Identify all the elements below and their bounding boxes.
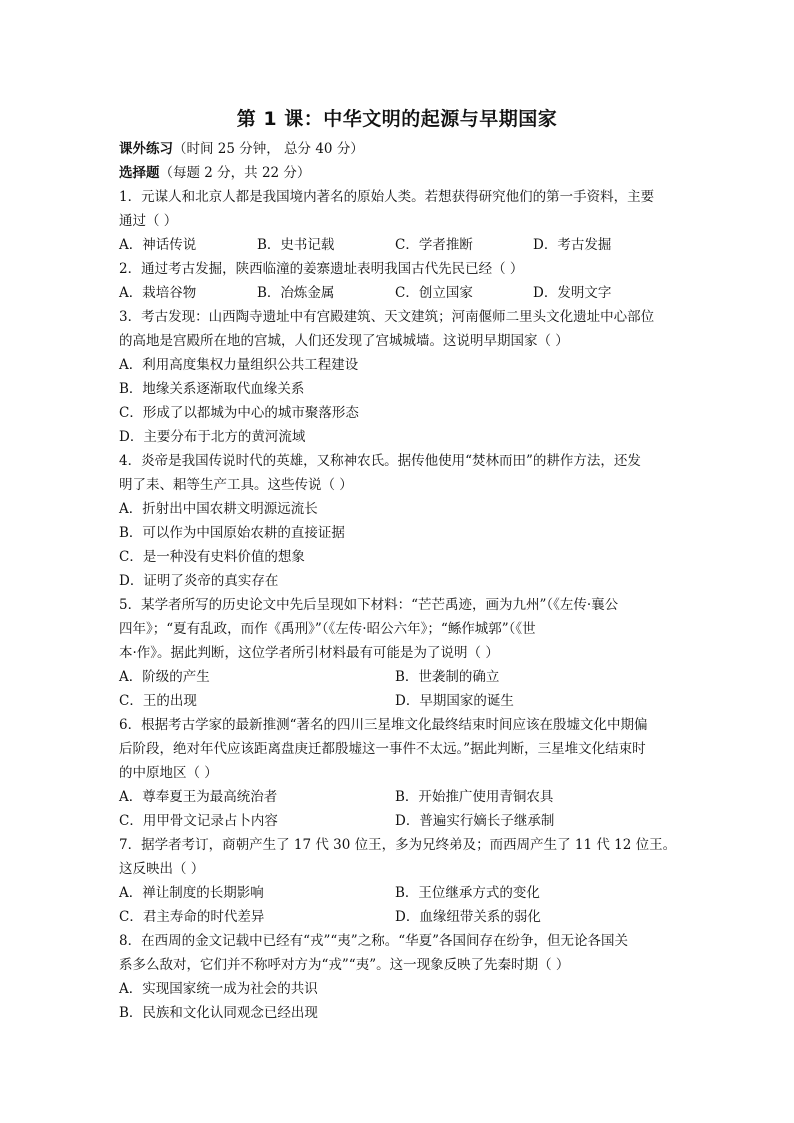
question-1-option-b[interactable]: B．史书记载 bbox=[257, 237, 335, 253]
question-2-option-a[interactable]: A．栽培谷物 bbox=[119, 285, 197, 301]
question-4-option-c[interactable]: C．是一种没有史料价值的想象 bbox=[119, 549, 305, 565]
question-1-stem-line-2: 通过（ ） bbox=[119, 213, 178, 229]
question-3-option-a[interactable]: A．利用高度集权力量组织公共工程建设 bbox=[119, 357, 359, 373]
question-6-stem-line-2: 后阶段，绝对年代应该距离盘庚迁都殷墟这一事件不太远。”据此判断，三星堆文化结束时 bbox=[119, 741, 646, 757]
question-3-option-d[interactable]: D．主要分布于北方的黄河流域 bbox=[119, 429, 306, 445]
question-3-option-b[interactable]: B．地缘关系逐渐取代血缘关系 bbox=[119, 381, 305, 397]
question-8-stem-line-2: 系多么敌对，它们并不称呼对方为“戎”“夷”。这一现象反映了先秦时期（ ） bbox=[119, 957, 570, 973]
question-5-stem-line-1: 5．某学者所写的历史论文中先后呈现如下材料：“芒芒禹迹，画为九州”（《左传·襄公 bbox=[119, 597, 619, 613]
question-5-option-b[interactable]: B．世袭制的确立 bbox=[395, 669, 500, 685]
question-4-option-d[interactable]: D．证明了炎帝的真实存在 bbox=[119, 573, 279, 589]
question-7-option-d[interactable]: D．血缘纽带关系的弱化 bbox=[395, 909, 541, 925]
practice-info: （时间 25 分钟， 总分 40 分） bbox=[173, 141, 364, 157]
question-5-stem-line-2: 四年》；“夏有乱政，而作《禹刑》”（《左传·昭公六年》；“鲧作城郭”（《世 bbox=[119, 621, 536, 637]
question-4-stem-line-1: 4．炎帝是我国传说时代的英雄，又称神农氏。据传他使用“焚林而田”的耕作方法，还发 bbox=[119, 453, 641, 469]
question-7-option-a[interactable]: A．禅让制度的长期影响 bbox=[119, 885, 264, 901]
section-header bbox=[119, 164, 310, 182]
question-7-stem-line-2: 这反映出（ ） bbox=[119, 861, 205, 877]
question-4-stem-line-2: 明了耒、耜等生产工具。这些传说（ ） bbox=[119, 477, 353, 493]
question-5-option-d[interactable]: D．早期国家的诞生 bbox=[395, 693, 514, 709]
question-6-option-c[interactable]: C．用甲骨文记录占卜内容 bbox=[119, 813, 278, 829]
question-5-option-a[interactable]: A．阶级的产生 bbox=[119, 669, 210, 685]
question-2-option-d[interactable]: D．发明文字 bbox=[533, 285, 612, 301]
question-7-option-b[interactable]: B．王位继承方式的变化 bbox=[395, 885, 540, 901]
question-6-stem-line-1: 6．根据考古学家的最新推测“著名的四川三星堆文化最终结束时间应该在殷墟文化中期偏 bbox=[119, 717, 648, 733]
question-8-option-a[interactable]: A．实现国家统一成为社会的共识 bbox=[119, 981, 318, 997]
practice-header bbox=[119, 140, 364, 158]
question-8-option-b[interactable]: B．民族和文化认同观念已经出现 bbox=[119, 1005, 318, 1021]
question-1-option-c[interactable]: C．学者推断 bbox=[395, 237, 473, 253]
question-6-stem-line-3: 的中原地区（ ） bbox=[119, 765, 218, 781]
question-5-option-c[interactable]: C．王的出现 bbox=[119, 693, 197, 709]
question-6-option-b[interactable]: B．开始推广使用青铜农具 bbox=[395, 789, 554, 805]
question-1-option-d[interactable]: D．考古发掘 bbox=[533, 237, 612, 253]
question-4-option-a[interactable]: A．折射出中国农耕文明源远流长 bbox=[119, 501, 318, 517]
question-6-option-a[interactable]: A．尊奉夏王为最高统治者 bbox=[119, 789, 278, 805]
question-7-option-c[interactable]: C．君主寿命的时代差异 bbox=[119, 909, 265, 925]
question-2-stem-line-1: 2．通过考古发掘，陕西临潼的姜寨遗址表明我国古代先民已经（ ） bbox=[119, 261, 524, 277]
question-3-stem-line-1: 3．考古发现：山西陶寺遗址中有宫殿建筑、天文建筑；河南偃师二里头文化遗址中心部位 bbox=[119, 309, 655, 325]
question-7-stem-line-1: 7．据学者考订，商朝产生了 17 代 30 位王，多为兄终弟及；而西周产生了 11 代 12 位王。 bbox=[119, 837, 677, 853]
section-info: （每题 2 分，共 22 分） bbox=[159, 165, 311, 181]
section-label: 选择题 bbox=[119, 165, 160, 181]
practice-label: 课外练习 bbox=[119, 141, 173, 157]
question-1-option-a[interactable]: A．神话传说 bbox=[119, 237, 197, 253]
question-3-stem-line-2: 的高地是宫殿所在地的宫城，人们还发现了宫城城墙。这说明早期国家（ ） bbox=[119, 333, 569, 349]
question-4-option-b[interactable]: B．可以作为中国原始农耕的直接证据 bbox=[119, 525, 345, 541]
question-2-option-c[interactable]: C．创立国家 bbox=[395, 285, 473, 301]
question-2-option-b[interactable]: B．冶炼金属 bbox=[257, 285, 335, 301]
question-8-stem-line-1: 8．在西周的金文记载中已经有“戎”“夷”之称。“华夏”各国间存在纷争，但无论各国关 bbox=[119, 933, 628, 949]
question-5-stem-line-3: 本·作》。据此判断，这位学者所引材料最有可能是为了说明（ ） bbox=[119, 645, 499, 661]
page-title: 第 1 课：中华文明的起源与早期国家 bbox=[236, 108, 558, 130]
question-6-option-d[interactable]: D．普遍实行嫡长子继承制 bbox=[395, 813, 555, 829]
question-3-option-c[interactable]: C．形成了以都城为中心的城市聚落形态 bbox=[119, 405, 359, 421]
question-1-stem-line-1: 1．元谋人和北京人都是我国境内著名的原始人类。若想获得研究他们的第一手资料，主要 bbox=[119, 189, 655, 205]
